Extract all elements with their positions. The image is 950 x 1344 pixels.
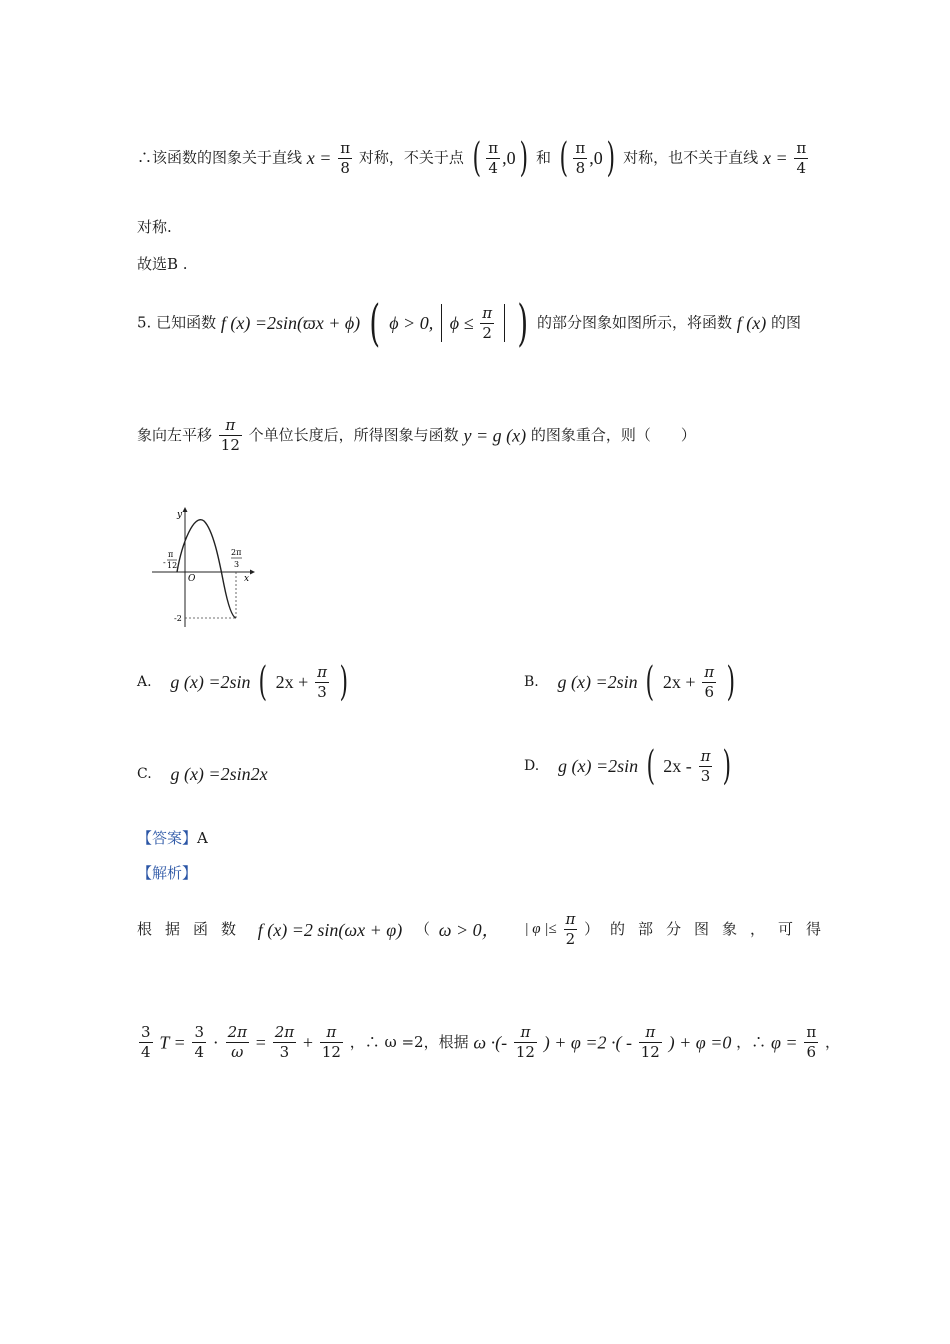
option-d-inner: 2x - [663, 756, 692, 776]
frac-pi-12b [514, 1025, 537, 1060]
frac-num: π [326, 1023, 337, 1041]
frac-2pi-omega [226, 1025, 249, 1060]
frac-num: π [225, 416, 236, 434]
frac-num: 3 [141, 1023, 151, 1041]
frac-pi-12 [219, 418, 242, 453]
right-tick-num: 2π [231, 548, 242, 557]
frac-den: 6 [804, 1042, 818, 1060]
analysis-tag: 【解析】 [137, 864, 198, 882]
option-c-label: C. [137, 766, 152, 782]
frac-num: π [565, 910, 576, 928]
frac-num: π [575, 138, 586, 157]
frac-den: ω [226, 1042, 249, 1060]
answer-tag: 【答案】 [137, 829, 198, 847]
text-tail: 的部分图象如图所示，将函数 [536, 313, 732, 332]
text-sym1: 对称，不关于点 [358, 148, 464, 167]
paren-right: ) [517, 294, 528, 352]
paren-left: ( [559, 135, 568, 181]
left-tick-minus: - [163, 558, 166, 567]
question-5-line1 [137, 294, 802, 352]
frac-pi-4 [486, 138, 500, 177]
frac-pi-6 [804, 1025, 818, 1060]
paren-left: ( [369, 294, 381, 352]
frac-pi-2 [564, 912, 578, 947]
answer-value: A [197, 829, 208, 847]
min-label: -2 [174, 614, 182, 623]
math-zero: ,0 [589, 148, 603, 168]
paren-right: ) [339, 659, 348, 705]
frac-den: 4 [194, 1043, 204, 1061]
frac-num: π [520, 1023, 531, 1041]
frac-num: π [796, 138, 807, 157]
y-axis-label: y [177, 510, 183, 520]
text-tail: 的部分图象，可得 [609, 920, 834, 938]
math-dot: · [212, 1032, 219, 1053]
math-omega-cond: ω > 0， [438, 919, 500, 940]
option-a-frac [315, 662, 329, 701]
option-a-label: A. [137, 674, 152, 690]
frac-num: 2π [274, 1023, 295, 1041]
frac-num: π [806, 1023, 817, 1041]
math-cond-b: ϕ ≤ [449, 313, 474, 333]
line-symmetric: 对称. [137, 218, 172, 236]
text-units: 个单位长度后，所得图象与函数 [248, 426, 459, 444]
frac-den: 3 [315, 682, 329, 700]
paren-right: ) [726, 659, 736, 705]
paren-left: ( [258, 659, 268, 705]
frac-pi-12c [639, 1025, 662, 1060]
frac-den: 12 [515, 1043, 535, 1061]
option-a-inner: 2x + [275, 672, 309, 692]
option-b-inner: 2x + [662, 672, 696, 692]
math-x-eq: x = [306, 148, 332, 168]
math-f-expr: f (x) =2 sin(ωx + φ) [257, 919, 403, 940]
frac-den: 12 [321, 1043, 341, 1061]
frac-num: π [482, 303, 493, 322]
paren-left: ( [646, 743, 655, 789]
frac-den: 2 [564, 929, 578, 947]
option-b-expr: g (x) =2sin [557, 672, 638, 692]
math-plus: + [302, 1032, 314, 1053]
text-and: 和 [536, 148, 552, 167]
text-end: ， [824, 1033, 840, 1051]
abs-bar [441, 304, 442, 342]
text-lead: ∴该函数的图象关于直线 [137, 148, 303, 167]
option-b-label: B. [524, 674, 539, 690]
text-open: （ [415, 920, 431, 938]
math-zero: ,0 [502, 148, 516, 168]
frac-pi-8b [573, 138, 587, 177]
frac-num: π [645, 1023, 656, 1041]
frac-3-4b [192, 1025, 206, 1060]
option-b [524, 659, 739, 705]
frac-den: 4 [141, 1043, 151, 1061]
frac-pi-4c [794, 138, 808, 177]
text-close: ） [584, 920, 600, 938]
question-number: 5. 已知函数 [137, 313, 217, 332]
paren-left: ( [472, 135, 481, 181]
frac-2pi-3 [273, 1025, 296, 1060]
function-graph [148, 505, 258, 630]
math-cond-a: ϕ > 0, [389, 313, 434, 333]
frac-num: 3 [194, 1023, 204, 1041]
frac-3-4 [139, 1025, 153, 1060]
text-tail2: 的图 [771, 313, 802, 332]
frac-den: 8 [338, 158, 352, 176]
text-omega2: ，∴ ω =2，根据 [349, 1033, 469, 1051]
answer-line [137, 831, 208, 846]
sine-curve [177, 520, 236, 618]
text-shift: 象向左平移 [137, 426, 213, 444]
frac-num: π [704, 662, 715, 681]
math-plus-phi-zero: ) + φ =0 [668, 1032, 732, 1053]
frac-den: 4 [486, 158, 500, 176]
option-c [137, 765, 268, 783]
option-b-frac [702, 662, 716, 701]
option-c-expr: g (x) =2sin2x [170, 764, 268, 784]
right-tick-den: 3 [234, 560, 240, 569]
option-d-frac [699, 746, 713, 785]
math-eq: = [255, 1032, 266, 1053]
frac-num: π [317, 662, 327, 681]
option-a-expr: g (x) =2sin [170, 672, 251, 692]
paren-right: ) [519, 135, 528, 181]
text-sym2: 对称，也不关于直线 [623, 148, 759, 167]
x-axis-arrow [250, 570, 255, 575]
frac-den: 4 [794, 158, 808, 176]
abs-bar [504, 304, 505, 342]
option-d-expr: g (x) =2sin [557, 756, 639, 776]
frac-pi-12 [320, 1025, 343, 1060]
math-gx: y = g (x) [463, 425, 527, 446]
line-choose-b: 故选B . [137, 255, 188, 273]
math-plus-phi: ) + φ =2 ·( - [543, 1032, 632, 1053]
frac-den: 3 [699, 766, 713, 784]
origin-label: O [188, 574, 196, 584]
math-fx: f (x) [736, 313, 767, 333]
frac-den: 3 [273, 1042, 296, 1060]
frac-num: 2π [227, 1023, 247, 1041]
y-axis-arrow [183, 507, 188, 512]
frac-num: π [488, 138, 499, 157]
solution-line2 [137, 1025, 840, 1060]
frac-den: 12 [640, 1043, 660, 1061]
line-conclusion [137, 135, 810, 181]
math-phi-eq: φ = [770, 1032, 798, 1053]
frac-num: π [340, 138, 351, 157]
text-lead: 根据函数 [137, 920, 250, 938]
text-therefore: ，∴ [736, 1033, 767, 1051]
frac-den: 2 [480, 323, 494, 341]
paren-right: ) [606, 135, 615, 181]
frac-den: 12 [220, 436, 240, 454]
left-tick-den: 12 [167, 561, 178, 570]
math-T: T = [159, 1032, 186, 1053]
x-axis-label: x [244, 574, 250, 584]
frac-num: π [700, 746, 711, 765]
paren-right: ) [722, 743, 732, 789]
frac-den: 6 [702, 682, 716, 700]
text-coincide: 的图象重合，则（ ） [530, 426, 696, 444]
solution-line1 [137, 910, 834, 948]
option-a [137, 659, 351, 705]
question-5-line2 [137, 418, 696, 453]
option-d [524, 743, 735, 789]
math-x-eq: x = [762, 148, 788, 168]
math-omega-dot: ω ·(- [473, 1032, 508, 1053]
frac-pi-2 [480, 303, 494, 342]
math-f-expr: f (x) =2sin(ϖx + ϕ) [220, 313, 361, 333]
option-d-label: D. [524, 758, 540, 774]
math-phi-cond: | φ |≤ [524, 921, 557, 937]
frac-pi-8 [338, 138, 352, 177]
left-tick-num: π [168, 550, 174, 559]
paren-left: ( [645, 659, 655, 705]
frac-den: 8 [573, 158, 587, 176]
